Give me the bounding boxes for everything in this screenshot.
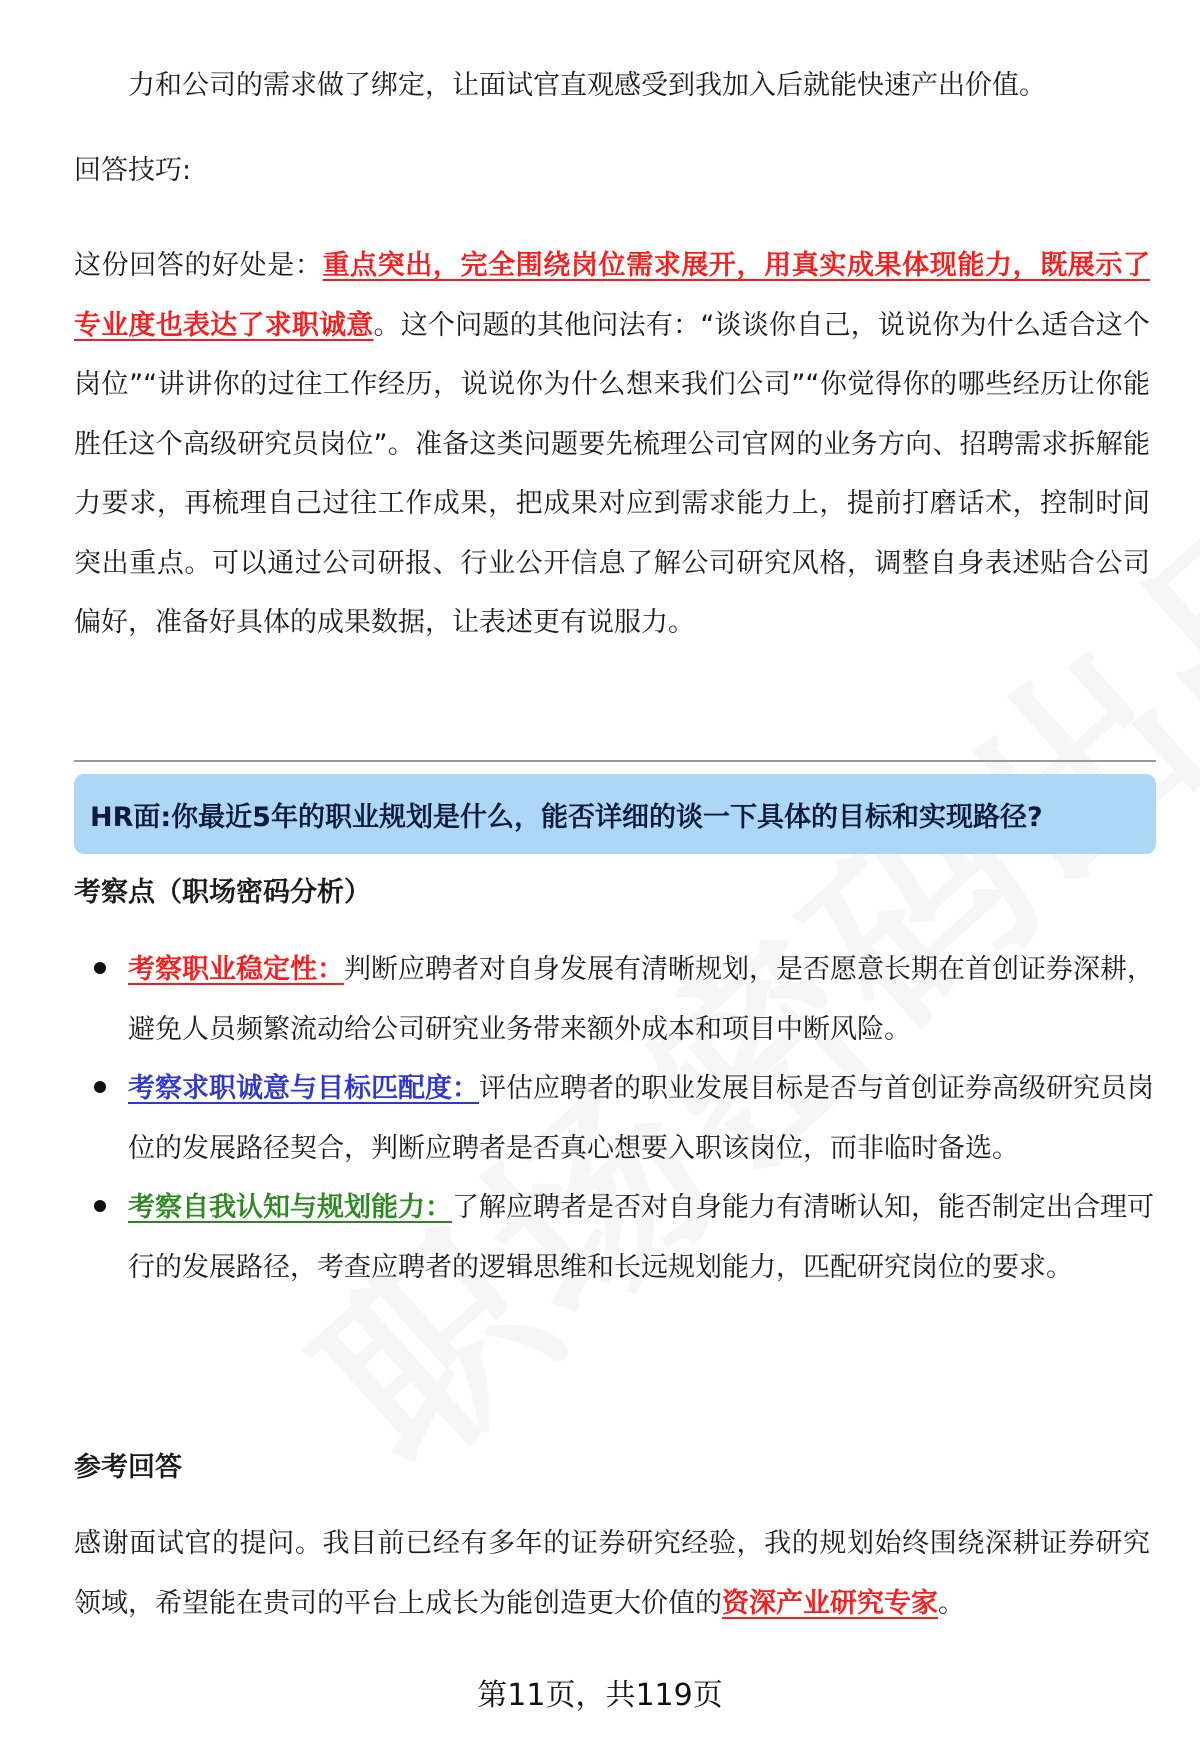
bullet-label: 考察职业稳定性： <box>128 954 344 985</box>
exam-points-heading: 考察点（职场密码分析） <box>74 877 371 908</box>
list-item <box>74 1059 1156 1178</box>
answer-text: 感谢面试官的提问。我目前已经有多年的证券研究经验，我的规划始终围绕深耕证券研究领域，希望能在贵司的平台上成长为能创造更大价值的 <box>74 1528 1150 1619</box>
bullet-text: 判断应聘者对自身发展有清晰规划，是否愿意长期在首创证券深耕，避免人员频繁流动给公司研究业务带来额外成本和项目中断风险。 <box>128 954 1154 1045</box>
list-item <box>74 1178 1156 1297</box>
benefits-rest: 。这个问题的其他问法有：“谈谈你自己，说说你为什么适合这个岗位”“讲讲你的过往工作经历，说说你为什么想来我们公司”“你觉得你的哪些经历让你能胜任这个高级研究员岗位”。准备这类问题要先梳理公司官网的业务方向、招聘需求拆解能力要求，再梳理自己过往工作成果，把成果对应到需求能力上，提前打磨话术，控制时间突出重点。可以通过公司研报、行业公开信息了解公司研究风格，调整自身表述贴合公司偏好，准备好具体的成果数据，让表述更有说服力。 <box>74 309 1150 638</box>
exam-points-list <box>74 940 1156 1297</box>
answer-end: 。 <box>938 1587 965 1619</box>
benefits-highlight: 重点突出，完全围绕岗位需求展开，用真实成果体现能力，既展示了专业度也表达了求职诚意 <box>74 250 1151 341</box>
answer-tips-label: 回答技巧: <box>74 155 192 186</box>
list-item <box>74 940 1156 1059</box>
question-banner <box>74 774 1156 854</box>
section-divider <box>74 760 1156 762</box>
page-number-footer: 第11页，共119页 <box>477 1678 723 1713</box>
bullet-label: 考察求职诚意与目标匹配度： <box>128 1073 479 1104</box>
benefits-lead: 这份回答的好处是： <box>74 250 323 281</box>
continued-paragraph: 力和公司的需求做了绑定，让面试官直观感受到我加入后就能快速产出价值。 <box>128 70 1046 101</box>
bullet-icon <box>94 1200 106 1212</box>
question-title: HR面:你最近5年的职业规划是什么，能否详细的谈一下具体的目标和实现路径? <box>90 801 1043 833</box>
bullet-icon <box>94 1081 106 1093</box>
bullet-icon <box>94 962 106 974</box>
bullet-text: 了解应聘者是否对自身能力有清晰认知，能否制定出合理可行的发展路径，考查应聘者的逻辑思维和长远规划能力，匹配研究岗位的要求。 <box>128 1192 1154 1283</box>
bullet-text: 评估应聘者的职业发展目标是否与首创证券高级研究员岗位的发展路径契合，判断应聘者是否真心想要入职该岗位，而非临时备选。 <box>128 1073 1154 1164</box>
bullet-label: 考察自我认知与规划能力： <box>128 1192 452 1223</box>
answer-highlight: 资深产业研究专家 <box>722 1587 938 1619</box>
reference-answer-heading: 参考回答 <box>74 1452 182 1483</box>
answer-benefits-paragraph <box>74 236 1150 653</box>
reference-answer-paragraph <box>74 1514 1150 1633</box>
